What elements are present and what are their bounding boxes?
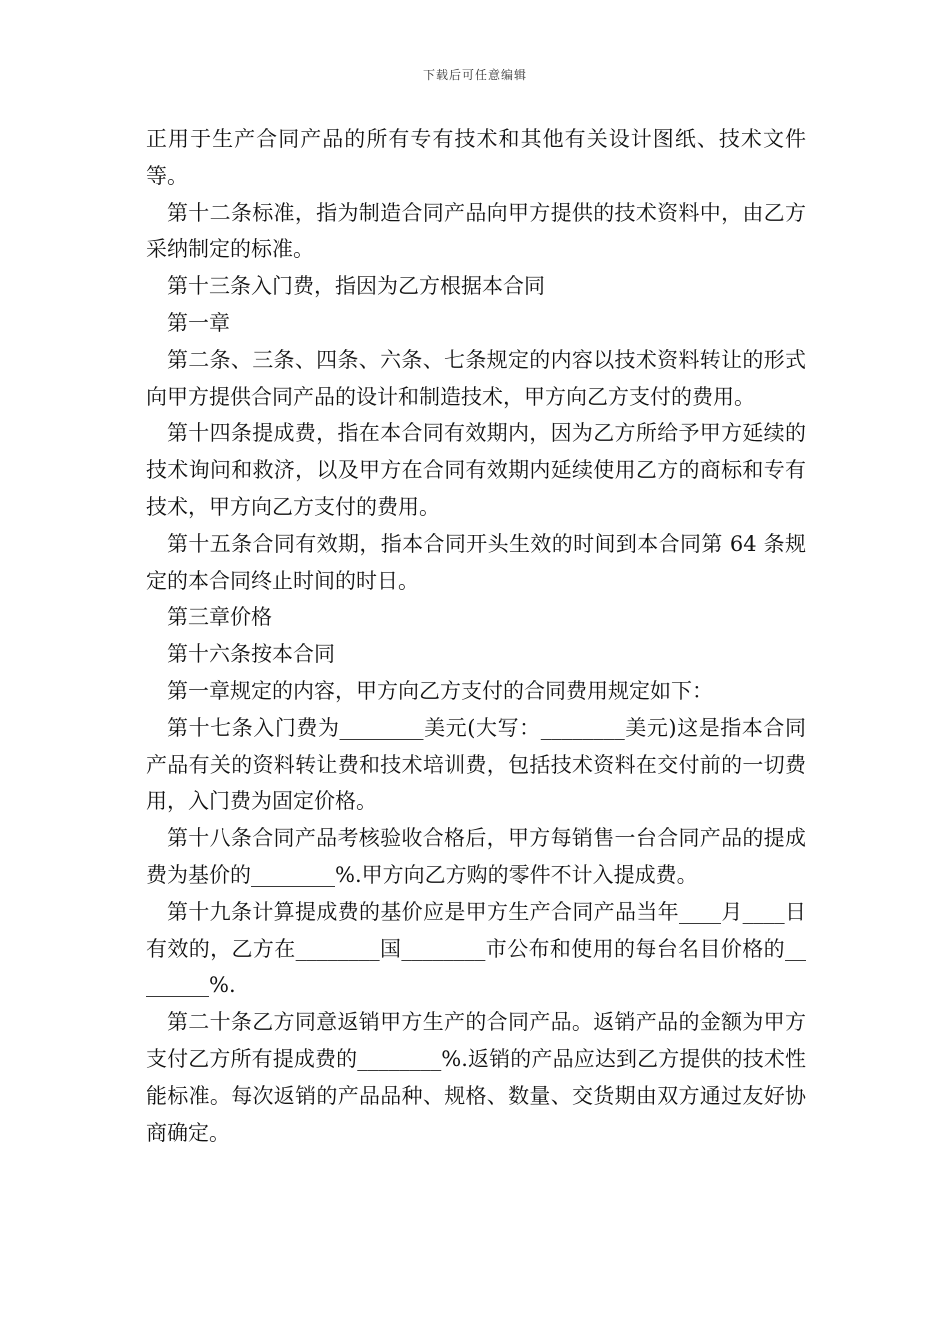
paragraph: 第一章规定的内容，甲方向乙方支付的合同费用规定如下： — [167, 678, 713, 703]
paragraph: 第三章价格 — [167, 605, 272, 630]
paragraph: 第十八条合同产品考核验收合格后，甲方每销售一台合同产品的提成费为基价的________%.甲方向乙方购的零件不计入提成费。 — [146, 826, 806, 887]
paragraph: 第十六条按本合同 — [167, 642, 335, 667]
paragraph: 第十七条入门费为________美元(大写：________美元)这是指本合同产品有关的资料转让费和技术培训费，包括技术资料在交付前的一切费用，入门费为固定价格。 — [146, 715, 806, 814]
paragraph: 第十五条合同有效期，指本合同开头生效的时间到本合同第 64 条规定的本合同终止时间的时日。 — [146, 531, 806, 593]
paragraph: 第十九条计算提成费的基价应是甲方生产合同产品当年____月____日有效的，乙方在________国________市公布和使用的每台名目价格的________%. — [146, 899, 806, 998]
paragraph: 第一章 — [167, 310, 230, 335]
paragraph: 第二十条乙方同意返销甲方生产的合同产品。返销产品的金额为甲方支付乙方所有提成费的________%.返销的产品应达到乙方提供的技术性能标准。每次返销的产品品种、规格、数量、交货期由双方通过友好协商确定。 — [146, 1010, 806, 1145]
paragraph: 第二条、三条、四条、六条、七条规定的内容以技术资料转让的形式向甲方提供合同产品的设计和制造技术，甲方向乙方支付的费用。 — [146, 347, 806, 409]
paragraph: 正用于生产合同产品的所有专有技术和其他有关设计图纸、技术文件等。 — [146, 127, 806, 188]
document-body — [146, 121, 806, 1151]
paragraph: 第十二条标准，指为制造合同产品向甲方提供的技术资料中，由乙方采纳制定的标准。 — [146, 200, 806, 262]
page-header: 下载后可任意编辑 — [422, 68, 527, 82]
paragraph: 第十四条提成费，指在本合同有效期内，因为乙方所给予甲方延续的技术询问和救济，以及甲方在合同有效期内延续使用乙方的商标和专有技术，甲方向乙方支付的费用。 — [146, 421, 806, 519]
paragraph: 第十三条入门费，指因为乙方根据本合同 — [167, 274, 545, 299]
